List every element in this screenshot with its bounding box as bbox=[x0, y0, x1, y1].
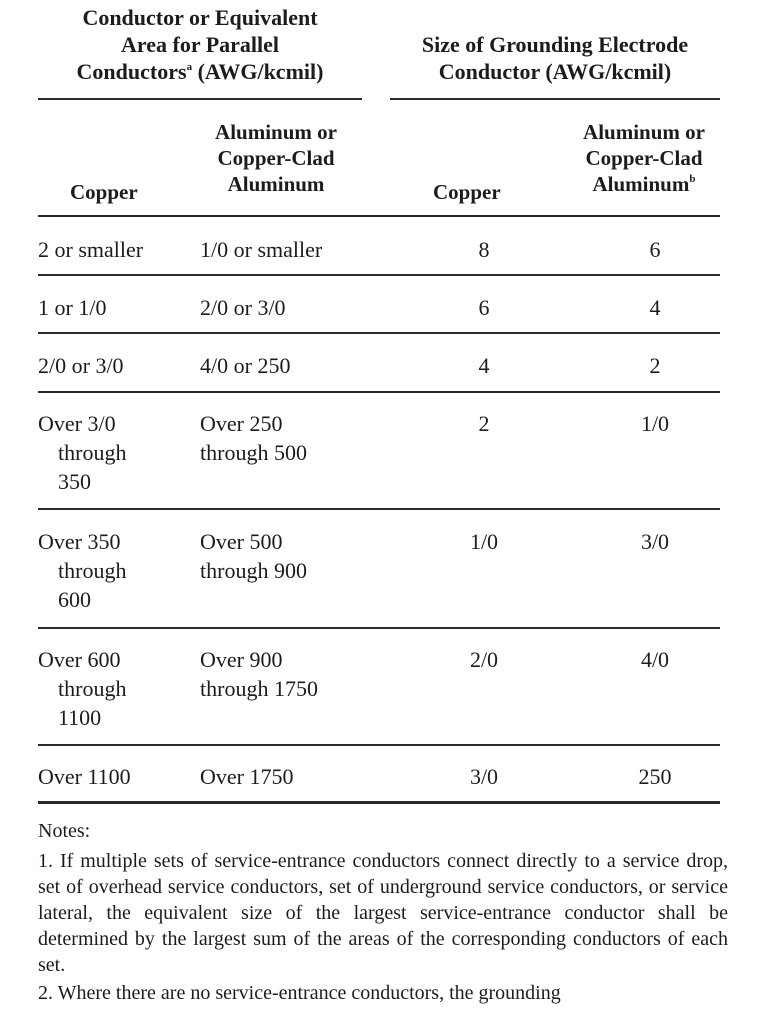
cell-line: through bbox=[58, 558, 127, 583]
table-bottom-rule bbox=[38, 801, 720, 804]
cell-gec-copper: 4 bbox=[478, 353, 490, 378]
cell-copper: 2/0 or 3/0 bbox=[38, 353, 124, 378]
column-header-line: Aluminum or bbox=[215, 120, 337, 144]
cell-gec-aluminum: 4 bbox=[649, 295, 661, 320]
cell-gec-copper: 8 bbox=[478, 237, 490, 262]
group-header-line: Size of Grounding Electrode bbox=[421, 32, 689, 57]
cell-copper bbox=[38, 527, 126, 614]
cell-gec-aluminum: 1/0 bbox=[640, 411, 670, 436]
row-divider bbox=[38, 744, 720, 746]
cell-line: Over 500 bbox=[200, 529, 283, 554]
cell-gec-copper: 6 bbox=[478, 295, 490, 320]
column-header-gec-copper: Copper bbox=[433, 180, 501, 204]
cell-gec-aluminum: 250 bbox=[638, 764, 672, 789]
cell-line: through bbox=[58, 676, 127, 701]
group-underline-right bbox=[390, 98, 720, 100]
cell-line: Over 900 bbox=[200, 647, 283, 672]
cell-aluminum: 1/0 or smaller bbox=[200, 237, 323, 262]
notes-title: Notes: bbox=[38, 820, 91, 842]
cell-copper: 2 or smaller bbox=[38, 237, 144, 262]
group-underline-left bbox=[38, 98, 362, 100]
cell-gec-aluminum: 3/0 bbox=[640, 529, 670, 554]
column-header-aluminum bbox=[188, 119, 364, 197]
cell-aluminum: 2/0 or 3/0 bbox=[200, 295, 286, 320]
header-rule bbox=[38, 215, 720, 217]
column-header-text: Aluminum bbox=[592, 172, 690, 196]
group-header-conductor-size bbox=[38, 4, 362, 85]
cell-gec-aluminum: 2 bbox=[649, 353, 661, 378]
row-divider bbox=[38, 332, 720, 334]
row-divider bbox=[38, 274, 720, 276]
cell-line: Over 600 bbox=[38, 647, 121, 672]
column-header-line: Aluminum or bbox=[583, 120, 705, 144]
row-divider bbox=[38, 391, 720, 393]
group-header-line: Conductor or Equivalent bbox=[82, 5, 318, 30]
cell-gec-copper: 3/0 bbox=[469, 764, 499, 789]
cell-line: through 500 bbox=[200, 440, 307, 465]
cell-gec-copper: 1/0 bbox=[469, 529, 499, 554]
cell-gec-copper: 2/0 bbox=[469, 647, 499, 672]
cell-aluminum bbox=[200, 645, 318, 703]
cell-copper: Over 1100 bbox=[38, 764, 131, 789]
column-header-line bbox=[556, 171, 732, 197]
cell-line: through bbox=[58, 440, 127, 465]
cell-aluminum bbox=[200, 409, 307, 467]
group-header-gec-size bbox=[390, 31, 720, 85]
cell-line: 600 bbox=[58, 587, 91, 612]
column-header-line: Aluminum bbox=[227, 172, 325, 196]
cell-copper: 1 or 1/0 bbox=[38, 295, 107, 320]
footnote-marker-a: a bbox=[186, 61, 193, 73]
row-divider bbox=[38, 508, 720, 510]
cell-line: Over 3/0 bbox=[38, 411, 116, 436]
group-header-text: Conductors bbox=[76, 59, 187, 84]
column-header-line: Copper-Clad bbox=[585, 146, 703, 170]
cell-line: through 1750 bbox=[200, 676, 318, 701]
note-item: 1. If multiple sets of service-entrance conductors connect directly to a service drop, set of overhead service conductors, set of underground service conductors, or service lateral, the equivalent size of the largest service-entrance conductor shall be determined by the largest sum of the areas of the corresponding conductors of each set. bbox=[38, 850, 728, 976]
row-divider bbox=[38, 627, 720, 629]
cell-copper bbox=[38, 409, 126, 496]
column-header-gec-aluminum bbox=[556, 119, 732, 197]
cell-line: 350 bbox=[58, 469, 91, 494]
cell-aluminum bbox=[200, 527, 307, 585]
group-header-text: (AWG/kcmil) bbox=[197, 59, 324, 84]
group-header-line: Area for Parallel bbox=[120, 32, 280, 57]
notes-section bbox=[38, 818, 728, 1006]
cell-copper bbox=[38, 645, 126, 732]
cell-line: Over 350 bbox=[38, 529, 121, 554]
cell-aluminum: 4/0 or 250 bbox=[200, 353, 291, 378]
column-header-line: Copper-Clad bbox=[217, 146, 335, 170]
cell-gec-copper: 2 bbox=[478, 411, 490, 436]
cell-line: 1100 bbox=[58, 705, 102, 730]
cell-gec-aluminum: 4/0 bbox=[640, 647, 670, 672]
cell-gec-aluminum: 6 bbox=[649, 237, 661, 262]
group-header-line: Conductor (AWG/kcmil) bbox=[438, 59, 672, 84]
cell-aluminum: Over 1750 bbox=[200, 764, 294, 789]
footnote-marker-b: b bbox=[689, 173, 696, 185]
note-item: 2. Where there are no service-entrance conductors, the grounding bbox=[38, 982, 561, 1004]
cell-line: through 900 bbox=[200, 558, 307, 583]
group-header-line bbox=[38, 58, 362, 85]
column-header-copper: Copper bbox=[70, 180, 138, 204]
cell-line: Over 250 bbox=[200, 411, 283, 436]
